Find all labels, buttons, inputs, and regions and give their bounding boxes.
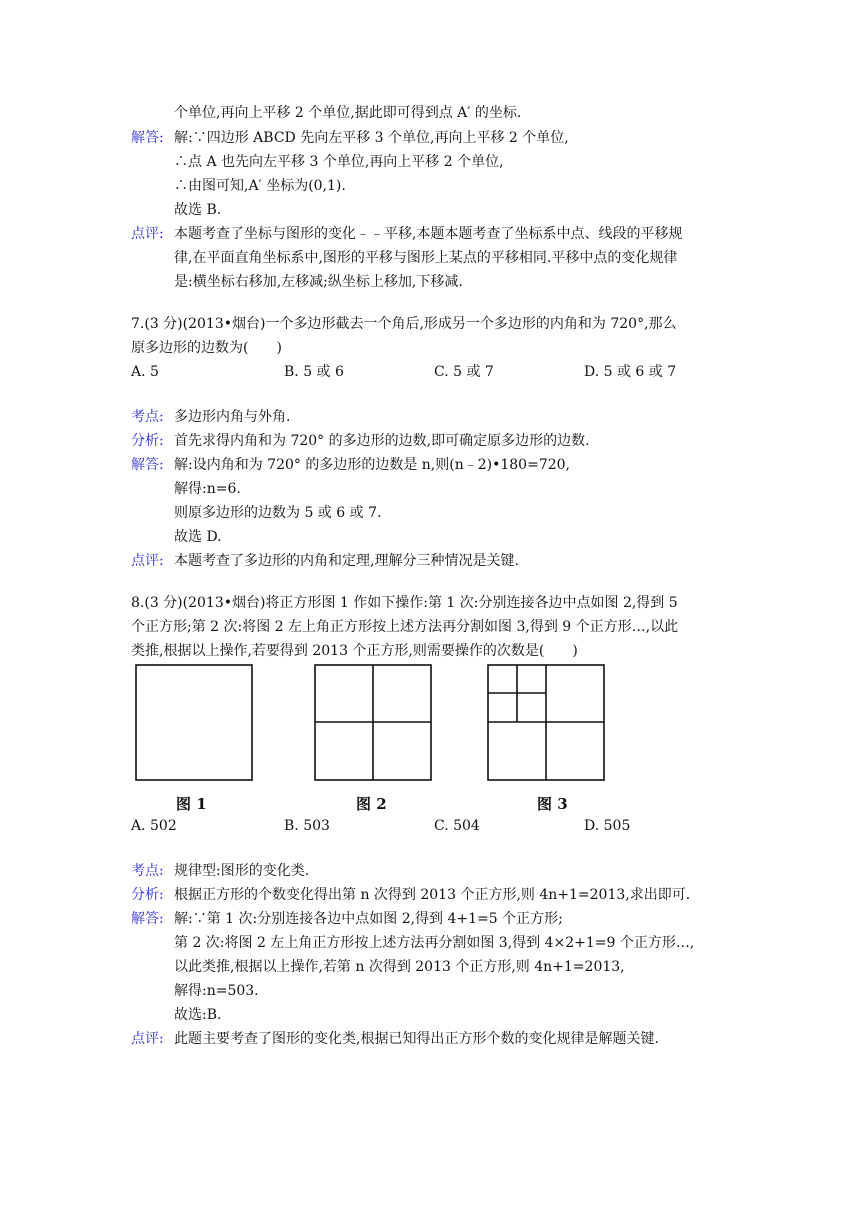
q7-option-c: C. 5 或 7 (434, 364, 494, 380)
q7-stem: 原多边形的边数为( ) (131, 340, 282, 356)
q8-answer-line: 解得:n=503. (174, 983, 259, 999)
q8-answer-line: 故选:B. (174, 1007, 222, 1023)
q6-answer-line: 解:∵四边形 ABCD 先向左平移 3 个单位,再向上平移 2 个单位, (174, 130, 569, 146)
q7-comment-label: 点评: (131, 553, 164, 569)
q7-analysis-label: 分析: (131, 433, 164, 449)
q7-answer-line: 则原多边形的边数为 5 或 6 或 7. (174, 505, 382, 521)
q7-keypoint-label: 考点: (131, 409, 164, 425)
figure-3 (486, 662, 608, 782)
q8-analysis-label: 分析: (131, 887, 164, 903)
q6-comment-label: 点评: (131, 226, 164, 242)
q7-stem: 7.(3 分)(2013•烟台)一个多边形截去一个角后,形成另一个多边形的内角和为 720°,那么 (131, 316, 677, 332)
figure-2 (313, 662, 435, 782)
figure-1-caption: 图 1 (176, 795, 207, 813)
q8-option-d: D. 505 (584, 818, 631, 834)
q8-answer-line: 解:∵第 1 次:分别连接各边中点如图 2,得到 4+1=5 个正方形; (174, 911, 563, 927)
q6-comment-line: 是:横坐标右移加,左移减;纵坐标上移加,下移减. (174, 274, 463, 290)
q8-answer-line: 以此类推,根据以上操作,若第 n 次得到 2013 个正方形,则 4n+1=2013, (174, 959, 625, 975)
q7-option-d: D. 5 或 6 或 7 (584, 364, 677, 380)
q7-answer-label: 解答: (131, 457, 164, 473)
q7-option-b: B. 5 或 6 (284, 364, 344, 380)
q6-answer-line: ∴点 A 也先向左平移 3 个单位,再向上平移 2 个单位, (174, 154, 504, 170)
q8-answer-line: 第 2 次:将图 2 左上角正方形按上述方法再分割如图 3,得到 4×2+1=9 个正方形…, (174, 935, 695, 951)
figure-3-caption: 图 3 (537, 795, 568, 813)
q8-stem: 类推,根据以上操作,若要得到 2013 个正方形,则需要操作的次数是( ) (131, 643, 578, 659)
q8-comment-label: 点评: (131, 1031, 164, 1047)
q6-comment-line: 律,在平面直角坐标系中,图形的平移与图形上某点的平移相同.平移中点的变化规律 (174, 250, 678, 266)
figure-1-square (136, 665, 252, 780)
q7-answer-line: 解:设内角和为 720° 的多边形的边数是 n,则(n﹣2)•180=720, (174, 457, 570, 473)
q6-comment-line: 本题考查了坐标与图形的变化﹣﹣平移,本题本题考查了坐标系中点、线段的平移规 (174, 226, 683, 242)
q6-analysis-tail: 个单位,再向上平移 2 个单位,据此即可得到点 A′ 的坐标. (174, 105, 522, 121)
q8-keypoint-label: 考点: (131, 863, 164, 879)
q7-option-a: A. 5 (131, 364, 159, 380)
q8-answer-label: 解答: (131, 911, 164, 927)
figure-2-caption: 图 2 (356, 795, 387, 813)
q7-answer-line: 故选 D. (174, 529, 222, 545)
q8-stem: 个正方形;第 2 次:将图 2 左上角正方形按上述方法再分割如图 3,得到 9 个正方形…,以此 (131, 619, 679, 635)
q8-option-c: C. 504 (434, 818, 480, 834)
q7-answer-line: 解得:n=6. (174, 481, 241, 497)
q6-answer-line: 故选 B. (174, 202, 222, 218)
q8-analysis: 根据正方形的个数变化得出第 n 次得到 2013 个正方形,则 4n+1=2013,求出即可. (174, 887, 691, 903)
q6-answer-label: 解答: (131, 130, 164, 146)
q7-keypoint: 多边形内角与外角. (174, 409, 291, 425)
q8-comment: 此题主要考查了图形的变化类,根据已知得出正方形个数的变化规律是解题关键. (174, 1031, 659, 1047)
q8-stem: 8.(3 分)(2013•烟台)将正方形图 1 作如下操作:第 1 次:分别连接各边中点如图 2,得到 5 (131, 595, 678, 611)
q6-answer-line: ∴由图可知,A′ 坐标为(0,1). (174, 178, 346, 194)
q8-keypoint: 规律型:图形的变化类. (174, 863, 310, 879)
figure-1 (134, 662, 256, 782)
q7-comment: 本题考查了多边形的内角和定理,理解分三种情况是关键. (174, 553, 519, 569)
q8-option-a: A. 502 (131, 818, 177, 834)
q7-analysis: 首先求得内角和为 720° 的多边形的边数,即可确定原多边形的边数. (174, 433, 590, 449)
q8-option-b: B. 503 (284, 818, 330, 834)
